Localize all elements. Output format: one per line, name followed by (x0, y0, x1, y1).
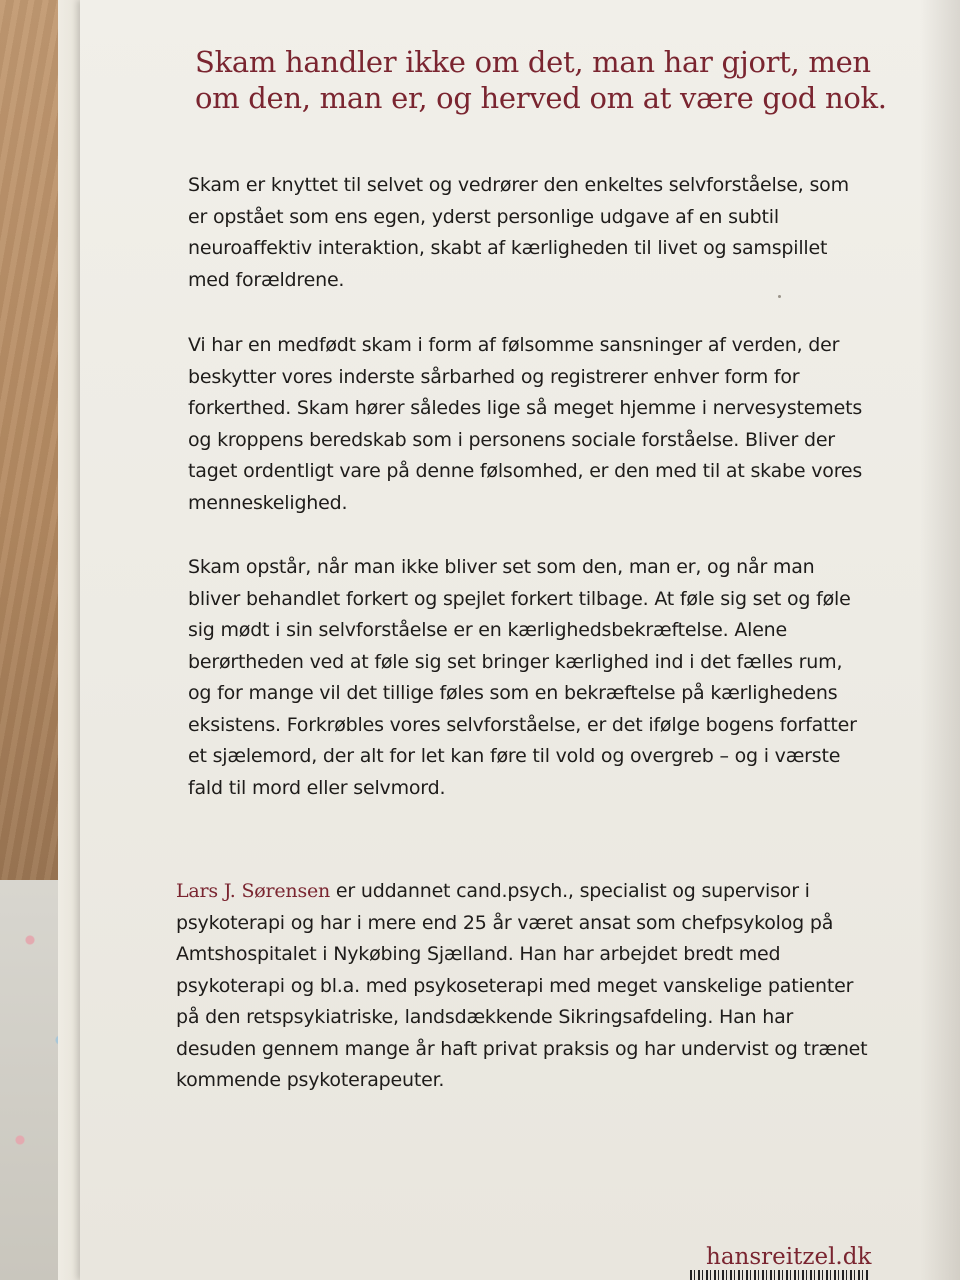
author-bio-text: er uddannet cand.psych., specialist og supervisor i psykoterapi og har i mere end 25 år været ansat som chefpsykolog på Amtshospitalet i Nykøbing Sjælland. Han har arbejdet bredt med psykoterapi og bl.a. med psykoseterapi med meget vanskelige patienter på den retspsykiatriske, landsdækkende Sikringsafdeling. Han har desuden gennem mange år haft privat praksis og har undervist og trænet kommende psykoterapeuter. (176, 880, 868, 1091)
book-right-shadow (920, 0, 960, 1280)
author-name: Lars J. Sørensen (176, 880, 331, 902)
headline-line-2: om den, man er, og herved om at være god nok. (195, 81, 887, 115)
author-bio (176, 876, 876, 1097)
publisher-url: hansreitzel.dk (706, 1244, 872, 1270)
barcode (690, 1270, 870, 1280)
headline (195, 44, 895, 116)
paragraph-3: Skam opstår, når man ikke bliver set som den, man er, og når man bliver behandlet forkert og spejlet forkert tilbage. At føle sig set og føle sig mødt i sin selvforståelse er en kærlighedsbekræftelse. Alene berørtheden ved at føle sig set bringer kærlighed ind i det fælles rum, og for mange vil det tillige føles som en bekræftelse på kærlighedens eksistens. Forkrøbles vores selvforståelse, er det ifølge bogens forfatter et sjælemord, der alt for let kan føre til vold og overgreb – og i værste fald til mord eller selvmord. (188, 556, 857, 799)
headline-line-1: Skam handler ikke om det, man har gjort, men (195, 45, 871, 79)
paragraph-1: Skam er knyttet til selvet og vedrører den enkeltes selvforståelse, som er opstået som ens egen, yderst personlige udgave af en subtil neuroaffektiv interaktion, skabt af kærligheden til livet og samspillet med forældrene. (188, 174, 849, 291)
paper-speck (778, 295, 781, 298)
paragraph-2: Vi har en medfødt skam i form af følsomme sansninger af verden, der beskytter vores inderste sårbarhed og registrerer enhver form for forkerthed. Skam hører således lige så meget hjemme i nervesystemets og kroppens beredskab som i personens sociale forståelse. Bliver der taget ordentligt vare på denne følsomhed, er den med til at skabe vores menneskelighed. (188, 334, 863, 514)
